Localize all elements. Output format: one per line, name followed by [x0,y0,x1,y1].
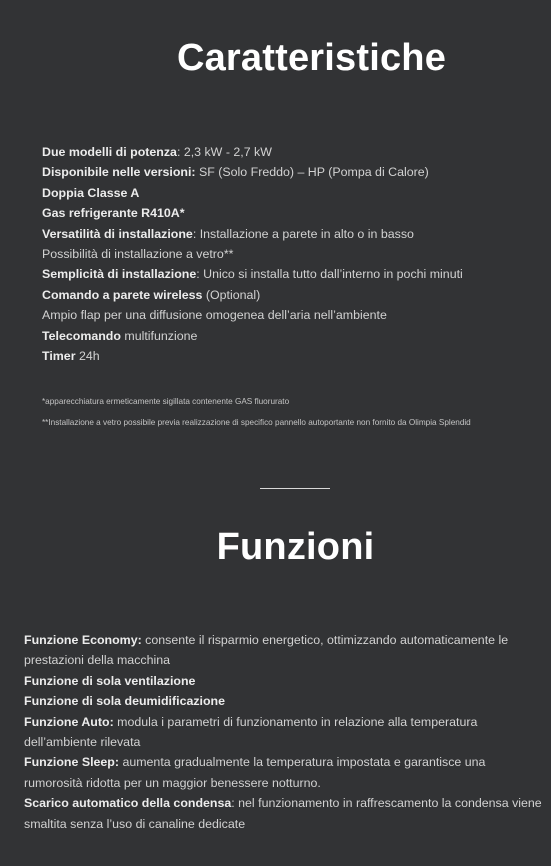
function-line: Funzione di sola ventilazione [24,673,196,688]
funzioni-title: Funzioni [216,526,375,568]
feature-line: Telecomando multifunzione [42,328,198,343]
function-line: Funzione Auto: modula i parametri di funzionamento in relazione alla temperatura [24,714,478,729]
feature-line: Ampio flap per una diffusione omogenea dell’aria nell’ambiente [42,308,387,323]
feature-line: Versatilità di installazione: Installazione a parete in alto o in basso [42,226,414,241]
functions-list [24,630,551,834]
function-line: Funzione di sola deumidificazione [24,694,226,709]
caratteristiche-title: Caratteristiche [176,37,447,79]
features-list [42,142,542,366]
function-line: dell’ambiente rilevata [24,735,141,750]
feature-line: Timer 24h [42,349,100,364]
feature-line: Gas refrigerante R410A* [42,206,185,221]
feature-line: Due modelli di potenza: 2,3 kW - 2,7 kW [42,145,272,159]
feature-line: Possibilità di installazione a vetro** [42,247,234,262]
function-line: Funzione Sleep: aumenta gradualmente la temperatura impostata e garantisce una [24,755,486,770]
function-line: rumorosità ridotta per un maggior benessere notturno. [24,775,321,790]
function-line: Funzione Economy: consente il risparmio energetico, ottimizzando automaticamente le [24,633,509,647]
function-line: prestazioni della macchina [24,653,171,668]
footnote-gas: *apparecchiatura ermeticamente sigillata contenente GAS fluorurato [42,397,290,406]
feature-line: Comando a parete wireless (Optional) [42,287,261,302]
footnotes [42,396,471,438]
feature-line: Disponibile nelle versioni: SF (Solo Freddo) – HP (Pompa di Calore) [42,165,429,180]
section-divider [260,488,330,489]
function-line: Scarico automatico della condensa: nel funzionamento in raffrescamento la condensa viene [24,796,542,811]
footnote-vetro: **Installazione a vetro possibile previa realizzazione di specifico pannello autoportante non fornito da Olimpia Splendid [42,418,471,427]
feature-line: Semplicità di installazione: Unico si installa tutto dall’interno in pochi minuti [42,267,463,282]
function-line: smaltita senza l’uso di canaline dedicate [24,816,246,831]
feature-line: Doppia Classe A [42,185,140,200]
